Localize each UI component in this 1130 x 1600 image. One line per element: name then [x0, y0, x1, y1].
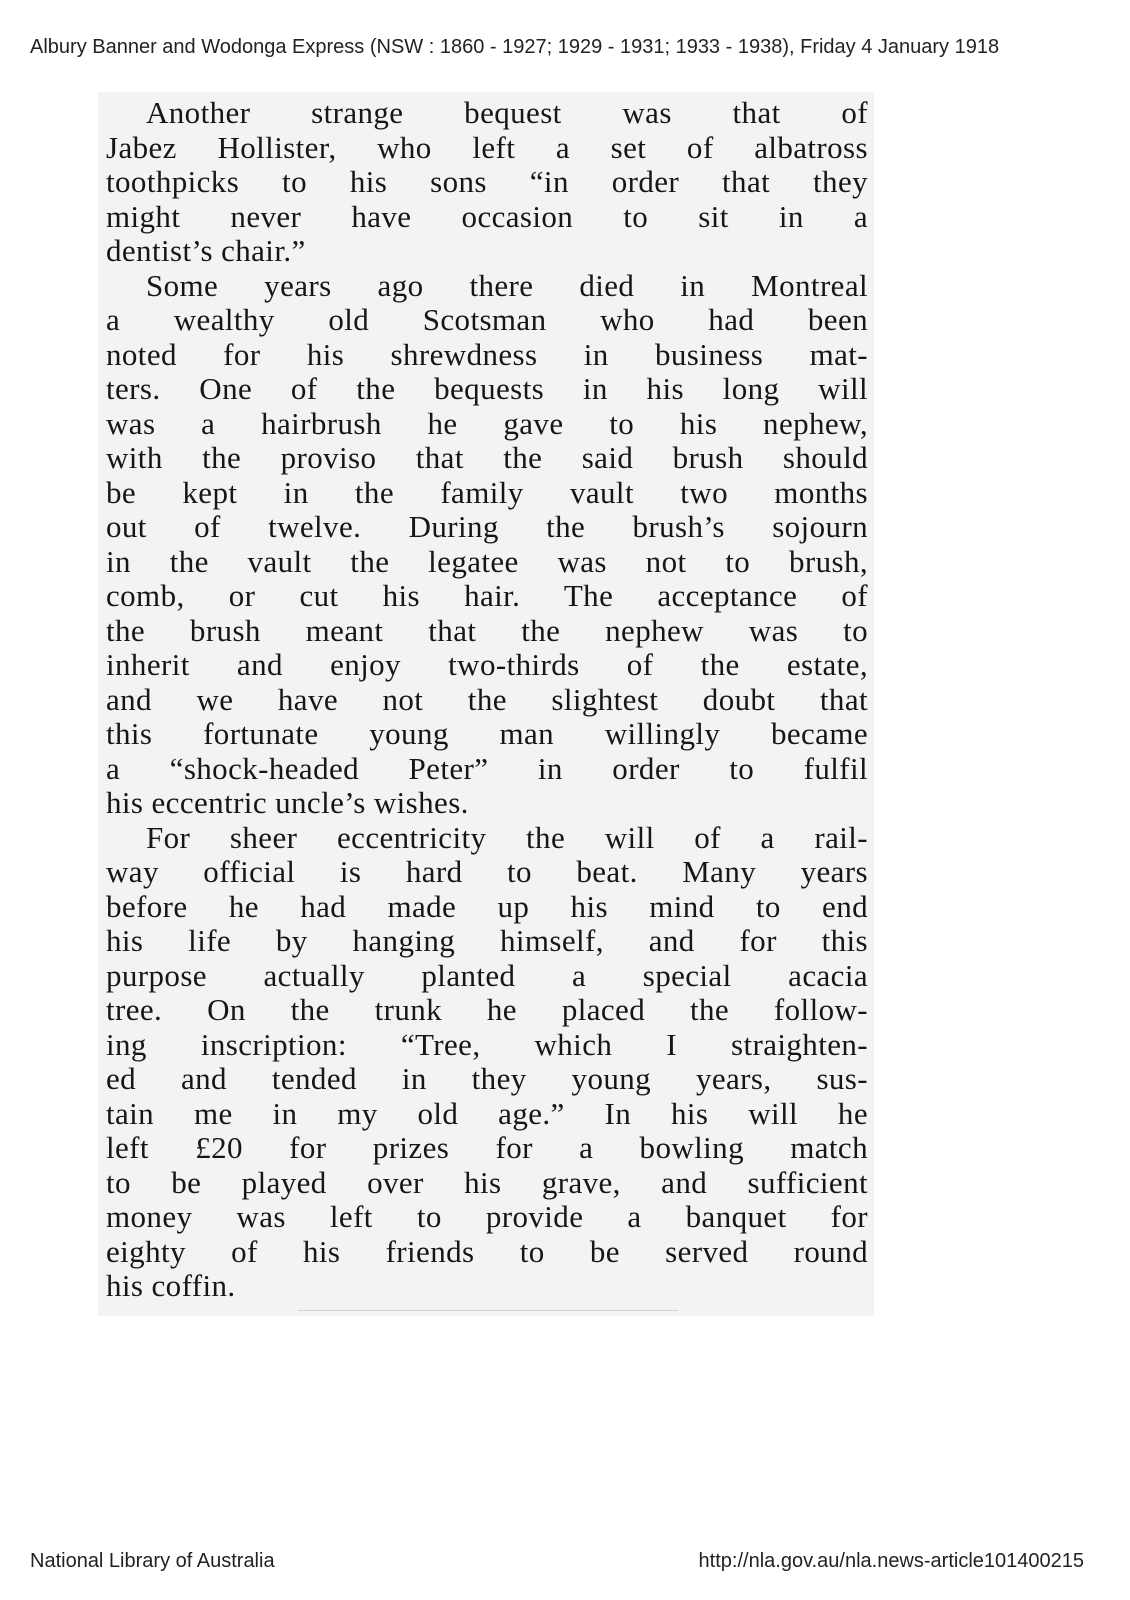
article-line: tain me in my old age.” In his will he [106, 1096, 868, 1131]
article-line: to be played over his grave, and sufficient [106, 1165, 868, 1200]
footer-url-link[interactable]: http://nla.gov.au/nla.news-article101400215 [698, 1550, 1084, 1572]
article-line: dentist’s chair.” [106, 234, 306, 268]
article-line: Some years ago there died in Montreal [146, 268, 868, 303]
article-line: Jabez Hollister, who left a set of albatross [106, 130, 868, 165]
article-line: before he had made up his mind to end [106, 889, 868, 924]
article-line: this fortunate young man willingly became [106, 717, 868, 751]
article-line: his eccentric uncle’s wishes. [106, 786, 469, 820]
article-line: be kept in the family vault two months [106, 475, 868, 510]
article-line: toothpicks to his sons “in order that they [106, 165, 868, 199]
article-line: and we have not the slightest doubt that [106, 682, 868, 717]
column-end-rule [298, 1310, 678, 1311]
footer-source: National Library of Australia [30, 1550, 275, 1572]
article-line: might never have occasion to sit in a [106, 199, 868, 234]
article-line: a wealthy old Scotsman who had been [106, 303, 868, 337]
article-line: eighty of his friends to be served round [106, 1234, 868, 1269]
article-line: purpose actually planted a special acacia [106, 958, 868, 993]
article-line: in the vault the legatee was not to brush, [106, 544, 868, 579]
article-line: his life by hanging himself, and for this [106, 924, 868, 958]
article-line: tree. On the trunk he placed the follow- [106, 993, 868, 1027]
article-line: comb, or cut his hair. The acceptance of [106, 579, 868, 613]
article-body [106, 96, 868, 1304]
article-line: a “shock-headed Peter” in order to fulfil [106, 751, 868, 786]
article-line: left £20 for prizes for a bowling match [106, 1131, 868, 1165]
article-line: ters. One of the bequests in his long will [106, 372, 868, 406]
article-line: with the proviso that the said brush should [106, 441, 868, 475]
article-line: money was left to provide a banquet for [106, 1200, 868, 1234]
article-line: way official is hard to beat. Many years [106, 855, 868, 889]
article-line: ing inscription: “Tree, which I straighten- [106, 1027, 868, 1062]
article-line: For sheer eccentricity the will of a rail- [146, 820, 868, 855]
article-line: Another strange bequest was that of [146, 96, 868, 130]
article-line: the brush meant that the nephew was to [106, 613, 868, 648]
article-line: ed and tended in they young years, sus- [106, 1062, 868, 1096]
article-line: noted for his shrewdness in business mat- [106, 337, 868, 372]
article-line: inherit and enjoy two-thirds of the estate, [106, 648, 868, 682]
article-line: out of twelve. During the brush’s sojourn [106, 510, 868, 544]
article-line: was a hairbrush he gave to his nephew, [106, 406, 868, 441]
page-header-citation: Albury Banner and Wodonga Express (NSW : 1860 - 1927; 1929 - 1931; 1933 - 1938), Friday 4 January 1918 [30, 36, 1000, 58]
newspaper-clipping [98, 92, 874, 1316]
article-line: his coffin. [106, 1269, 236, 1303]
